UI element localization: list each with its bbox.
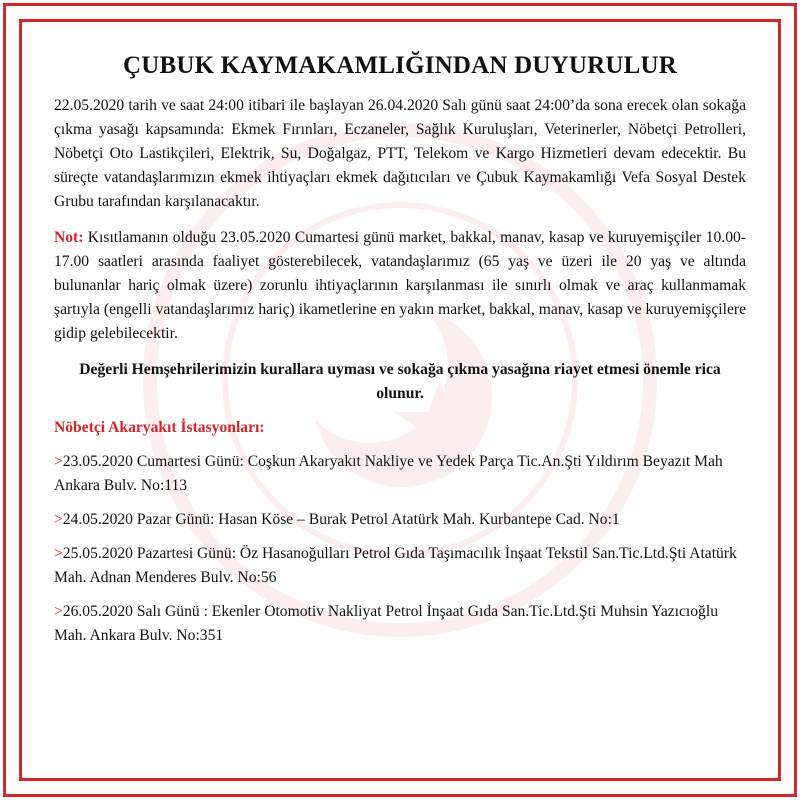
station-item (54, 542, 746, 590)
note-paragraph (54, 226, 746, 346)
station-item (54, 600, 746, 648)
appeal-text: Değerli Hemşehrilerimizin kurallara uyması ve sokağa çıkma yasağına riayet etmesi önemle rica olunur. (79, 361, 721, 402)
station-marker: > (54, 511, 63, 528)
station-marker: > (54, 603, 63, 620)
station-marker: > (54, 453, 63, 470)
stations-heading: Nöbetçi Akaryakıt İstasyonları: (54, 419, 265, 436)
station-text: 23.05.2020 Cumartesi Günü: Coşkun Akaryakıt Nakliye ve Yedek Parça Tic.An.Şti Yıldırım Beyazıt Mah Ankara Bulv. No:113 (54, 453, 723, 494)
station-text: 24.05.2020 Pazar Günü: Hasan Köse – Burak Petrol Atatürk Mah. Kurbantepe Cad. No:1 (62, 511, 620, 528)
page-title: ÇUBUK KAYMAKAMLIĞINDAN DUYURULUR (122, 52, 678, 79)
station-item (54, 508, 746, 532)
station-text: 25.05.2020 Pazartesi Günü: Öz Hasanoğulları Petrol Gıda Taşımacılık İnşaat Tekstil San.Tic.Ltd.Şti Atatürk Mah. Adnan Menderes Bulv. No:56 (54, 545, 737, 586)
announcement-body (54, 52, 746, 658)
curfew-paragraph: 22.05.2020 tarih ve saat 24:00 itibari ile başlayan 26.04.2020 Salı günü saat 24:00’da sona erecek olan sokağa çıkma yasağı kapsamında: Ekmek Fırınları, Eczaneler, Sağlık Kuruluşları, Veterinerler, Nöbetçi Petrolleri, Nöbetçi Oto Lastikçileri, Elektrik, Su, Doğalgaz, PTT, Telekom ve Kargo Hizmetleri devam edecektir. Bu süreçte vatandaşlarımızın ekmek ihtiyaçları ekmek dağıtıcıları ve Çubuk Kaymakamlığı Vefa Sosyal Destek Grubu tarafından karşılanacaktır. (54, 97, 746, 210)
note-label: Not: (54, 229, 84, 246)
note-text: Kısıtlamanın olduğu 23.05.2020 Cumartesi günü market, bakkal, manav, kasap ve kuruyemişçiler 10.00-17.00 saatleri arasında faaliyet gösterebilecek, vatandaşlarımız (65 yaş ve üzeri ile 20 yaş ve altında bulunanlar hariç olmak üzere) zorunlu ihtiyaçlarının karşılanması ile sınırlı olmak ve araç kullanmamak şartıyla (engelli vatandaşlarımız hariç) ikametlerine en yakın market, bakkal, manav, kasap ve kuruyemişçilere gidip gelebilecektir. (54, 229, 746, 342)
station-text: 26.05.2020 Salı Günü : Ekenler Otomotiv Nakliyat Petrol İnşaat Gıda San.Tic.Ltd.Şti Muhsin Yazıcıoğlu Mah. Ankara Bulv. No:351 (54, 603, 718, 644)
station-marker: > (54, 545, 63, 562)
station-item (54, 450, 746, 498)
